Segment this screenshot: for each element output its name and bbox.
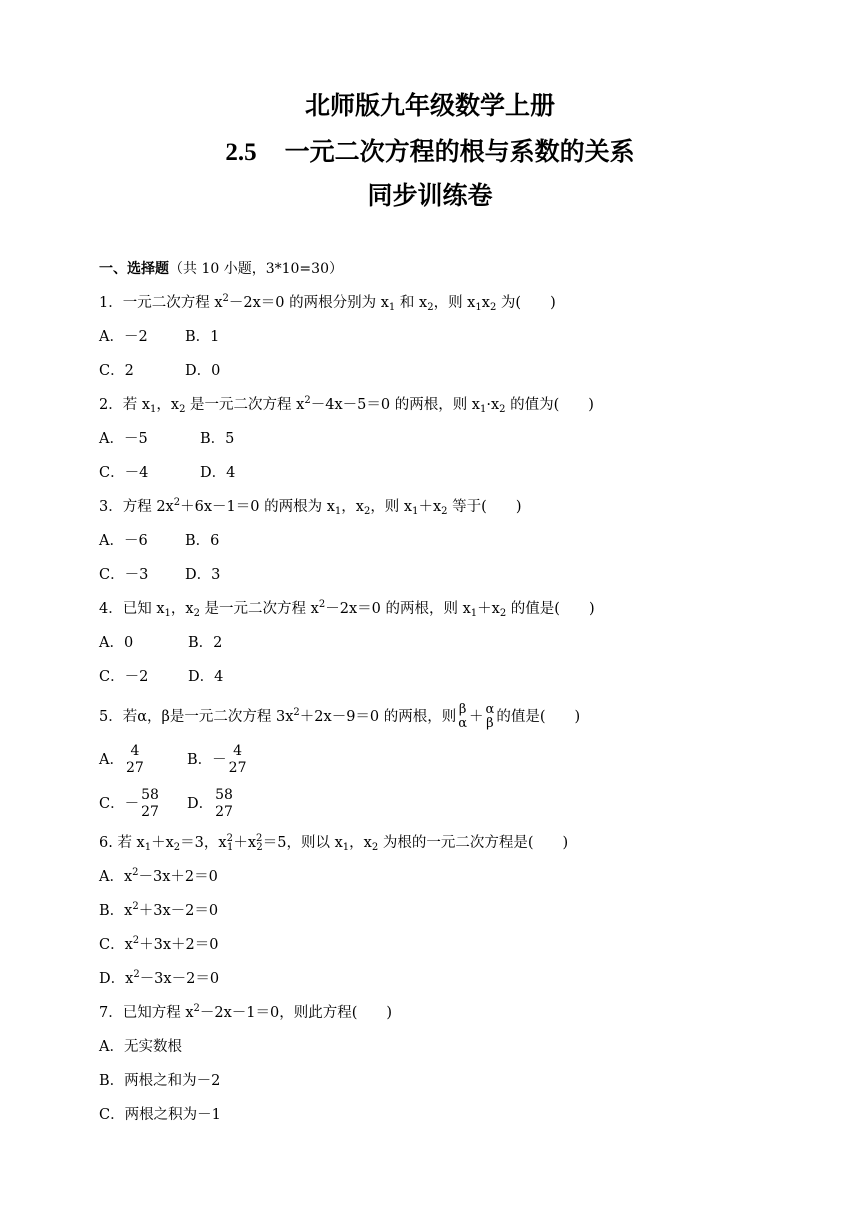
q2-sub: 2: [499, 404, 506, 415]
fraction-numerator: 4: [130, 743, 140, 759]
q2-option-b[interactable]: B．5: [200, 431, 235, 447]
q4-text: －2x＝0 的两根，则 x: [325, 601, 471, 617]
option-label: B．－: [187, 752, 227, 768]
q2-sub: 1: [150, 404, 157, 415]
question-1-stem: [99, 293, 556, 313]
question-2-stem: [99, 395, 594, 415]
q6-sub: 1: [144, 842, 152, 853]
option-label: A．: [99, 752, 124, 768]
option-sup: 2: [132, 935, 140, 946]
q1-option-b[interactable]: B．1: [185, 329, 220, 345]
q7-text: 7．已知方程 x: [99, 1005, 194, 1021]
option-text: A．x: [99, 869, 133, 885]
q6-sub: 2: [173, 842, 181, 853]
q1-text: 1．一元二次方程 x: [99, 295, 223, 311]
fraction-denominator: β: [486, 716, 494, 731]
q1-text: ，则 x: [433, 295, 476, 311]
option-fraction: [124, 743, 146, 777]
q3-option-a[interactable]: A．－6: [99, 533, 148, 549]
option-text: B．x: [99, 903, 133, 919]
fraction-denominator: 27: [125, 760, 144, 776]
q6-text: ＝3，x: [180, 835, 227, 851]
question-3-stem: [99, 497, 521, 517]
q2-text: ，x: [156, 397, 180, 413]
q5-text: ＋: [469, 709, 484, 725]
q1-text: 和 x: [395, 295, 428, 311]
q2-sup: 2: [304, 395, 311, 406]
fraction-denominator: 27: [215, 804, 233, 820]
q4-sub: 1: [470, 608, 478, 619]
section-heading: [99, 259, 343, 279]
fraction-numerator: β: [458, 702, 467, 717]
q6-text: ＋x: [233, 835, 257, 851]
option-label: D．: [187, 796, 214, 812]
q6-sub: 2: [256, 842, 263, 853]
q3-text: ，x: [341, 499, 364, 515]
q3-option-d[interactable]: D．3: [185, 567, 221, 583]
q1-text: －2x＝0 的两根分别为 x: [228, 295, 389, 311]
q2-text: 的值为( ): [505, 397, 594, 413]
option-fraction: [213, 787, 235, 821]
question-5-options-row1: [99, 742, 248, 778]
lesson-number: 2.5: [225, 139, 257, 166]
fraction-denominator: 27: [141, 804, 159, 820]
q6-text: ＋x: [151, 835, 174, 851]
q4-text: 是一元二次方程 x: [199, 601, 319, 617]
option-label: C．－: [99, 796, 140, 812]
option-text: D．x: [99, 971, 134, 987]
q7-option-c[interactable]: C．两根之积为－1: [99, 1107, 221, 1123]
q2-sub: 2: [179, 404, 186, 415]
fraction-numerator: 58: [215, 787, 233, 803]
q3-text: 3．方程 2x: [99, 499, 174, 515]
q3-option-c[interactable]: C．－3: [99, 567, 149, 583]
q6-sup: 2: [256, 833, 263, 844]
fraction-denominator: α: [458, 716, 468, 731]
q3-sub: 2: [441, 506, 448, 517]
q5-sup: 2: [293, 707, 300, 718]
q5-option-a[interactable]: [99, 742, 187, 778]
q6-text: 6. 若 x: [99, 835, 145, 851]
q3-text: ＋x: [418, 499, 442, 515]
q2-sub: 1: [479, 404, 487, 415]
q6-text: 为根的一元二次方程是( ): [378, 835, 569, 851]
question-3-options-row2: [99, 565, 220, 585]
q5-text: ＋2x－9＝0 的两根，则: [299, 709, 457, 725]
q4-option-c[interactable]: C．－2: [99, 669, 149, 685]
lesson-title: [0, 136, 860, 169]
option-sup: 2: [132, 901, 139, 912]
option-text: －3x－2＝0: [139, 971, 220, 987]
question-4-stem: [99, 599, 595, 619]
question-1-options-row2: [99, 361, 220, 381]
q4-sup: 2: [318, 599, 326, 610]
q4-text: ＋x: [477, 601, 500, 617]
q7-text: －2x－1＝0，则此方程( ): [199, 1005, 393, 1021]
question-2-options-row2: [99, 463, 235, 483]
q2-option-a[interactable]: A．－5: [99, 431, 148, 447]
option-text: ＋3x＋2＝0: [139, 937, 219, 953]
q4-sub: 1: [164, 608, 171, 619]
q6-text: ，x: [349, 835, 372, 851]
question-2-options-row1: [99, 429, 234, 449]
question-4-options-row2: [99, 667, 223, 687]
q6-option-b[interactable]: [99, 901, 218, 921]
q1-option-c[interactable]: C．2: [99, 363, 134, 379]
q1-sub: 2: [427, 302, 434, 313]
fraction-numerator: α: [485, 702, 495, 717]
document-subtitle: 同步训练卷: [367, 181, 493, 210]
q6-sub: 2: [371, 842, 379, 853]
q5-option-b[interactable]: [187, 742, 248, 778]
q1-text: x: [481, 295, 490, 311]
q6-text: ＝5，则以 x: [262, 835, 343, 851]
question-4-options-row1: [99, 633, 222, 653]
fraction-numerator: 4: [233, 743, 243, 759]
question-3-options-row1: [99, 531, 219, 551]
q2-option-c[interactable]: C．－4: [99, 465, 149, 481]
option-text: ＋3x－2＝0: [138, 903, 219, 919]
q5-fraction-beta-over-alpha: [456, 703, 469, 731]
q1-option-d[interactable]: D．0: [185, 363, 221, 379]
q3-sub: 2: [363, 506, 371, 517]
question-7-stem: [99, 1003, 392, 1023]
question-5-options-row2: [99, 786, 235, 822]
q1-sub: 1: [475, 302, 482, 313]
document-title: 北师版九年级数学上册: [304, 91, 555, 120]
option-fraction: [227, 743, 249, 777]
q7-option-a[interactable]: A．无实数根: [99, 1039, 182, 1055]
q3-option-b[interactable]: B．6: [185, 533, 220, 549]
question-5-stem: [99, 703, 580, 731]
q4-sub: 2: [193, 608, 200, 619]
q2-text: 是一元二次方程 x: [185, 397, 305, 413]
q1-sub: 2: [489, 302, 497, 313]
q4-option-b[interactable]: B．2: [188, 635, 223, 651]
q5-text: 的值是( ): [496, 709, 581, 725]
q2-option-d[interactable]: D．4: [200, 465, 236, 481]
q1-text: 为( ): [496, 295, 556, 311]
option-text: －3x＋2＝0: [138, 869, 218, 885]
q4-option-a[interactable]: A．0: [99, 635, 134, 651]
q3-sub: 1: [412, 506, 419, 517]
q1-sup: 2: [222, 293, 229, 304]
q1-sub: 1: [388, 302, 396, 313]
q6-sup: 2: [226, 833, 233, 844]
fraction-numerator: 58: [141, 787, 159, 803]
q4-text: 的值是( ): [506, 601, 595, 617]
q3-text: ＋6x－1＝0 的两根为 x: [180, 499, 335, 515]
q6-sub: 1: [226, 842, 234, 853]
q4-option-d[interactable]: D．4: [188, 669, 224, 685]
q4-text: ，x: [170, 601, 194, 617]
question-1-options-row1: [99, 327, 219, 347]
q6-option-c[interactable]: [99, 935, 219, 955]
q3-text: ，则 x: [370, 499, 413, 515]
lesson-name: 一元二次方程的根与系数的关系: [284, 137, 635, 166]
q7-option-b[interactable]: B．两根之和为－2: [99, 1073, 221, 1089]
q6-sub: 1: [342, 842, 350, 853]
option-text: C．x: [99, 937, 133, 953]
question-6-stem: [99, 833, 568, 853]
q6-option-a[interactable]: [99, 867, 218, 887]
fraction-denominator: 27: [228, 760, 247, 776]
option-fraction: [139, 787, 161, 821]
q6-option-d[interactable]: [99, 969, 219, 989]
q5-text: 5．若α，β是一元二次方程 3x: [99, 709, 294, 725]
option-sup: 2: [132, 867, 139, 878]
q7-sup: 2: [193, 1003, 200, 1014]
q4-sub: 2: [499, 608, 507, 619]
q4-text: 4．已知 x: [99, 601, 165, 617]
q3-text: 等于( ): [447, 499, 522, 515]
q5-fraction-alpha-over-beta: [484, 703, 497, 731]
q5-option-d[interactable]: [187, 786, 235, 822]
q3-sub: 1: [334, 506, 342, 517]
section-note: （共 10 小题，3*10=30）: [169, 261, 343, 277]
section-label: 一、选择题: [99, 261, 169, 277]
q2-text: 2．若 x: [99, 397, 151, 413]
q2-text: －4x－5＝0 的两根，则 x: [310, 397, 480, 413]
q2-text: ·x: [486, 397, 500, 413]
option-sup: 2: [133, 969, 140, 980]
q5-option-c[interactable]: [99, 786, 187, 822]
q3-sup: 2: [173, 497, 181, 508]
q1-option-a[interactable]: A．－2: [99, 329, 148, 345]
